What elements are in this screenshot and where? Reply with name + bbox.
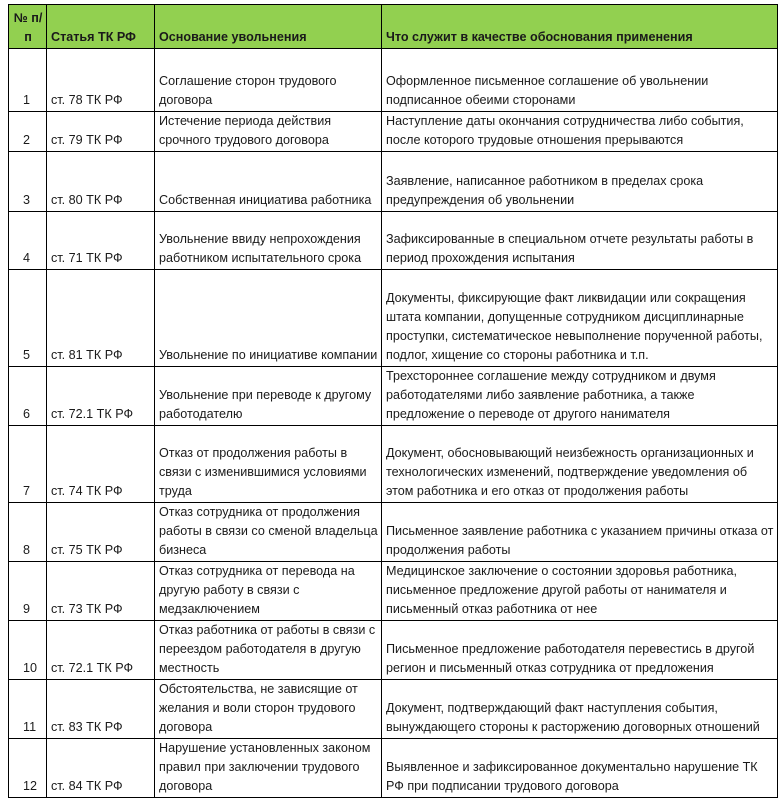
row-basis: Увольнение при переводе к другому работодателю: [155, 367, 382, 426]
row-evidence: Заявление, написанное работником в пределах срока предупреждения об увольнении: [382, 152, 778, 212]
row-evidence: Документы, фиксирующие факт ликвидации или сокращения штата компании, допущенные сотрудником дисциплинарные проступки, систематическое невыполнение порученной работы, подлог, хищение со стороны работника и т.п.: [382, 270, 778, 367]
row-evidence: Оформленное письменное соглашение об увольнении подписанное обеими сторонами: [382, 49, 778, 112]
row-basis: Собственная инициатива работника: [155, 152, 382, 212]
row-evidence: Письменное заявление работника с указанием причины отказа от продолжения работы: [382, 503, 778, 562]
row-num: 1: [9, 49, 47, 112]
row-basis: Нарушение установленных законом правил при заключении трудового договора: [155, 739, 382, 798]
dismissal-grounds-table-wrapper: [8, 4, 778, 798]
row-basis: Отказ сотрудника от продолжения работы в связи со сменой владельца бизнеса: [155, 503, 382, 562]
row-evidence: Документ, обосновывающий неизбежность организационных и технологических изменений, подтверждение уведомления об этом работника и его отказ от продолжения работы: [382, 426, 778, 503]
row-num: 7: [9, 426, 47, 503]
table-row: [9, 503, 778, 562]
row-basis: Соглашение сторон трудового договора: [155, 49, 382, 112]
row-evidence: Письменное предложение работодателя перевестись в другой регион и письменный отказ сотрудника от предложения: [382, 621, 778, 680]
row-evidence: Трехстороннее соглашение между сотрудником и двумя работодателями либо заявление работника, а также предложение о переводе от другого нанимателя: [382, 367, 778, 426]
row-num: 10: [9, 621, 47, 680]
row-basis: Истечение периода действия срочного трудового договора: [155, 112, 382, 152]
row-num: 11: [9, 680, 47, 739]
row-article: ст. 73 ТК РФ: [47, 562, 155, 621]
table-row: [9, 562, 778, 621]
row-article: ст. 71 ТК РФ: [47, 212, 155, 270]
header-num: № п/п: [9, 5, 47, 49]
table-row: [9, 152, 778, 212]
row-article: ст. 81 ТК РФ: [47, 270, 155, 367]
row-num: 6: [9, 367, 47, 426]
table-header-row: [9, 5, 778, 49]
row-basis: Увольнение по инициативе компании: [155, 270, 382, 367]
header-article: Статья ТК РФ: [47, 5, 155, 49]
row-basis: Обстоятельства, не зависящие от желания и воли сторон трудового договора: [155, 680, 382, 739]
row-num: 3: [9, 152, 47, 212]
row-basis: Увольнение ввиду непрохождения работником испытательного срока: [155, 212, 382, 270]
row-article: ст. 79 ТК РФ: [47, 112, 155, 152]
row-evidence: Выявленное и зафиксированное документально нарушение ТК РФ при подписании трудового договора: [382, 739, 778, 798]
row-evidence: Наступление даты окончания сотрудничества либо события, после которого трудовые отношения прерываются: [382, 112, 778, 152]
row-article: ст. 80 ТК РФ: [47, 152, 155, 212]
row-num: 9: [9, 562, 47, 621]
table-row: [9, 426, 778, 503]
table-row: [9, 49, 778, 112]
row-article: ст. 74 ТК РФ: [47, 426, 155, 503]
row-num: 5: [9, 270, 47, 367]
row-article: ст. 84 ТК РФ: [47, 739, 155, 798]
row-evidence: Медицинское заключение о состоянии здоровья работника, письменное предложение другой работы от нанимателя и письменный отказ работника от нее: [382, 562, 778, 621]
row-evidence: Зафиксированные в специальном отчете результаты работы в период прохождения испытания: [382, 212, 778, 270]
table-row: [9, 367, 778, 426]
table-row: [9, 112, 778, 152]
table-row: [9, 212, 778, 270]
row-basis: Отказ сотрудника от перевода на другую работу в связи с медзаключением: [155, 562, 382, 621]
row-basis: Отказ работника от работы в связи с переездом работодателя в другую местность: [155, 621, 382, 680]
table-row: [9, 621, 778, 680]
header-basis: Основание увольнения: [155, 5, 382, 49]
row-num: 2: [9, 112, 47, 152]
dismissal-grounds-table: [8, 4, 778, 798]
row-num: 4: [9, 212, 47, 270]
table-row: [9, 680, 778, 739]
table-row: [9, 270, 778, 367]
row-basis: Отказ от продолжения работы в связи с изменившимися условиями труда: [155, 426, 382, 503]
row-article: ст. 75 ТК РФ: [47, 503, 155, 562]
header-evidence: Что служит в качестве обоснования применения: [382, 5, 778, 49]
row-article: ст. 83 ТК РФ: [47, 680, 155, 739]
row-article: ст. 78 ТК РФ: [47, 49, 155, 112]
row-num: 12: [9, 739, 47, 798]
table-row: [9, 739, 778, 798]
row-evidence: Документ, подтверждающий факт наступления события, вынуждающего стороны к расторжению договорных отношений: [382, 680, 778, 739]
row-article: ст. 72.1 ТК РФ: [47, 621, 155, 680]
row-article: ст. 72.1 ТК РФ: [47, 367, 155, 426]
row-num: 8: [9, 503, 47, 562]
